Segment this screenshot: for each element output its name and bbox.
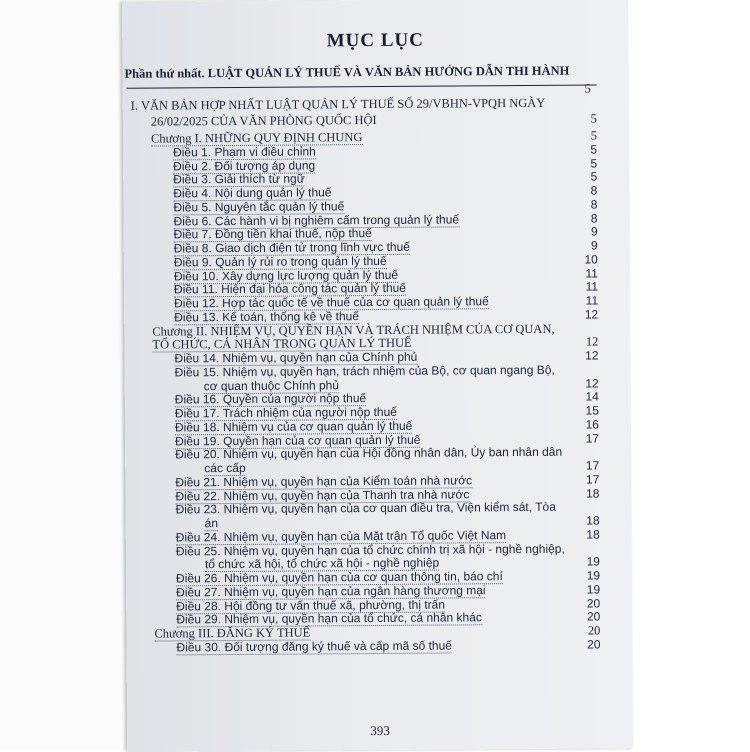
- toc-entry-page: 5: [590, 128, 597, 143]
- section-heading-line2: [151, 111, 597, 129]
- toc-entry-text: Điều 28. Hội đồng tư vấn thuế xã, phường, thị trấn: [176, 597, 446, 613]
- toc-entry-page: 11: [585, 293, 599, 308]
- toc-entry-text: Điều 5. Nguyên tắc quản lý thuế: [173, 198, 345, 215]
- toc-entry-text: tổ chức xã hội, tổ chức xã hội - nghề nghiệp: [204, 555, 440, 572]
- toc-entry-page: 11: [585, 265, 598, 281]
- toc-entry-page: 9: [590, 224, 598, 239]
- toc-entry-text: Điều 30. Đối tượng đăng ký thuế và cấp mã số thuế: [176, 638, 452, 655]
- toc-entry-page: 5: [590, 142, 598, 157]
- toc-entry-text: Chương II. NHIỆM VỤ, QUYỀN HẠN VÀ TRÁCH NHIỆM CỦA CƠ QUAN,: [152, 321, 555, 339]
- background-left: [0, 0, 128, 750]
- toc-entry-text: Điều 1. Phạm vi điều chỉnh: [173, 144, 316, 160]
- book-page: [122, 0, 633, 752]
- toc-entry-page: 18: [586, 527, 600, 542]
- toc-entry-text: Điều 3. Giải thích từ ngữ: [173, 171, 305, 187]
- toc-entry-text: Điều 15. Nhiệm vụ, quyền hạn, trách nhiệm của Bộ, cơ quan ngang Bộ,: [174, 362, 555, 380]
- toc-entry-page: 11: [585, 279, 599, 294]
- toc-entry-page: 12: [585, 334, 599, 349]
- toc-entry-text: Điều 4. Nội dung quản lý thuế: [173, 185, 332, 201]
- part-heading-label: Phần thứ nhất. LUẬT QUẢN LÝ THUẾ VÀ VĂN BẢN HƯỚNG DẪN THI HÀNH: [124, 63, 570, 81]
- toc-article-row: [176, 637, 600, 654]
- toc-entry-page: 16: [585, 417, 600, 432]
- toc-entry-text: Chương III. ĐĂNG KÝ THUẾ: [154, 625, 311, 641]
- toc-entry-page: 8: [590, 197, 598, 212]
- toc-entry-text: Điều 2. Đối tượng áp dụng: [173, 157, 316, 173]
- toc-entry-page: 8: [590, 210, 598, 225]
- toc-entry-page: 17: [585, 430, 600, 446]
- section-heading-line1: I. VĂN BẢN HỢP NHẤT LUẬT QUẢN LÝ THUẾ SỐ 29/VBHN-VPQH NGÀY: [130, 95, 546, 113]
- toc-entry-text: Điều 17. Trách nhiệm của người nộp thuế: [174, 404, 397, 421]
- toc-entry-text: Điều 10. Xây dựng lực lượng quản lý thuế: [173, 267, 399, 283]
- toc-entry-page: 5: [590, 169, 598, 184]
- toc-entry-text: TỔ CHỨC, CÁ NHÂN TRONG QUẢN LÝ THUẾ: [152, 336, 412, 352]
- part-heading-page: 5: [584, 81, 591, 96]
- toc-entry-text: Điều 12. Hợp tác quốc tế về thuế của cơ quan quản lý thuế: [174, 294, 489, 311]
- toc-entry-text: cơ quan thuộc Chính phủ: [203, 377, 340, 393]
- toc-entry-text: Điều 27. Nhiệm vụ, quyền hạn của ngân hàng thương mại: [176, 582, 486, 600]
- toc-entry-page: 18: [586, 513, 600, 528]
- toc-entry-page: 20: [587, 637, 601, 652]
- toc-entry-page: 20: [586, 609, 601, 624]
- toc-entry-page: 12: [584, 307, 599, 322]
- toc-entry-text: Điều 13. Kế toán, thống kê về thuế: [174, 308, 360, 325]
- toc-entry-text: Điều 7. Đồng tiền khai thuế, nộp thuế: [173, 226, 372, 242]
- toc-entry-page: 18: [586, 485, 600, 501]
- toc-entry-text: Điều 21. Nhiệm vụ, quyền hạn của Kiểm toán nhà nước: [175, 473, 473, 490]
- toc-entry-text: Điều 23. Nhiệm vụ, quyền hạn của cơ quan điều tra, Viện kiểm sát, Tòa: [175, 499, 556, 517]
- toc-entry-page: 17: [585, 472, 600, 487]
- toc-entry-page: 10: [584, 252, 598, 267]
- toc-entry-text: Điều 8. Giao dịch điện tử trong lĩnh vực thuế: [173, 239, 410, 256]
- toc-entry-text: Điều 22. Nhiệm vụ, quyền hạn của Thanh tra nhà nước: [175, 486, 470, 503]
- toc-entry-text: Điều 14. Nhiệm vụ, quyền hạn của Chính phủ: [174, 349, 418, 366]
- toc-entry-text: Điều 11. Hiện đại hóa công tác quản lý thuế: [173, 281, 406, 297]
- divider: [127, 84, 597, 88]
- toc-entry-text: Điều 16. Quyền của người nộp thuế: [174, 391, 367, 407]
- toc-entry-page: 12: [585, 348, 599, 363]
- page-title: MỤC LỤC: [326, 29, 424, 52]
- toc-entry-text: Chương I. NHỮNG QUY ĐỊNH CHUNG: [150, 130, 363, 146]
- toc-entry-text: Điều 6. Các hành vi bị nghiêm cấm trong quản lý thuế: [173, 211, 460, 228]
- toc-entry-page: 19: [586, 582, 601, 597]
- toc-entry-page: 12: [585, 375, 599, 391]
- toc-entry-text: các cấp: [204, 460, 246, 476]
- part-heading: [124, 63, 614, 96]
- toc-entry-page: 19: [586, 554, 600, 569]
- toc-entry-text: Điều 29. Nhiệm vụ, quyền hạn của tổ chức, cá nhân khác: [176, 610, 482, 627]
- toc-entry-text: Điều 19. Quyền hạn của cơ quan quản lý thuế: [175, 432, 421, 448]
- page-number: 393: [370, 722, 390, 739]
- toc-entry-text: Điều 25. Nhiệm vụ, quyền hạn của tổ chức chính trị xã hội - nghề nghiệp,: [175, 541, 565, 558]
- toc-entry-text: Điều 18. Nhiệm vụ của cơ quan quản lý thuế: [174, 418, 413, 435]
- section-heading-page: 5: [590, 111, 597, 126]
- toc-entry-page: 9: [590, 238, 598, 253]
- toc-entry-page: 20: [587, 623, 601, 638]
- toc-entry-page: 8: [590, 183, 598, 198]
- section-heading-line2-text: 26/02/2025 CỦA VĂN PHÒNG QUỐC HỘI: [150, 112, 377, 129]
- toc-entry-page: 20: [586, 595, 601, 611]
- toc-entry-page: 19: [586, 568, 601, 583]
- toc-entry-page: 15: [585, 403, 599, 418]
- toc-entry-page: 5: [590, 155, 598, 170]
- toc-entry-page: 17: [585, 458, 600, 473]
- toc-entry-text: Điều 20. Nhiệm vụ, quyền hạn của Hội đồng nhân dân, Ủy ban nhân dân: [175, 444, 563, 462]
- toc-entry-text: án: [204, 516, 219, 531]
- toc-entry-text: Điều 26. Nhiệm vụ, quyền hạn của cơ quan thông tin, báo chí: [175, 569, 503, 586]
- toc-entry-text: Điều 24. Nhiệm vụ, quyền hạn của Mặt trận Tổ quốc Việt Nam: [175, 527, 507, 545]
- toc-entry-text: Điều 9. Quản lý rủi ro trong quản lý thuế: [173, 253, 387, 270]
- toc-entry-page: 14: [585, 389, 599, 404]
